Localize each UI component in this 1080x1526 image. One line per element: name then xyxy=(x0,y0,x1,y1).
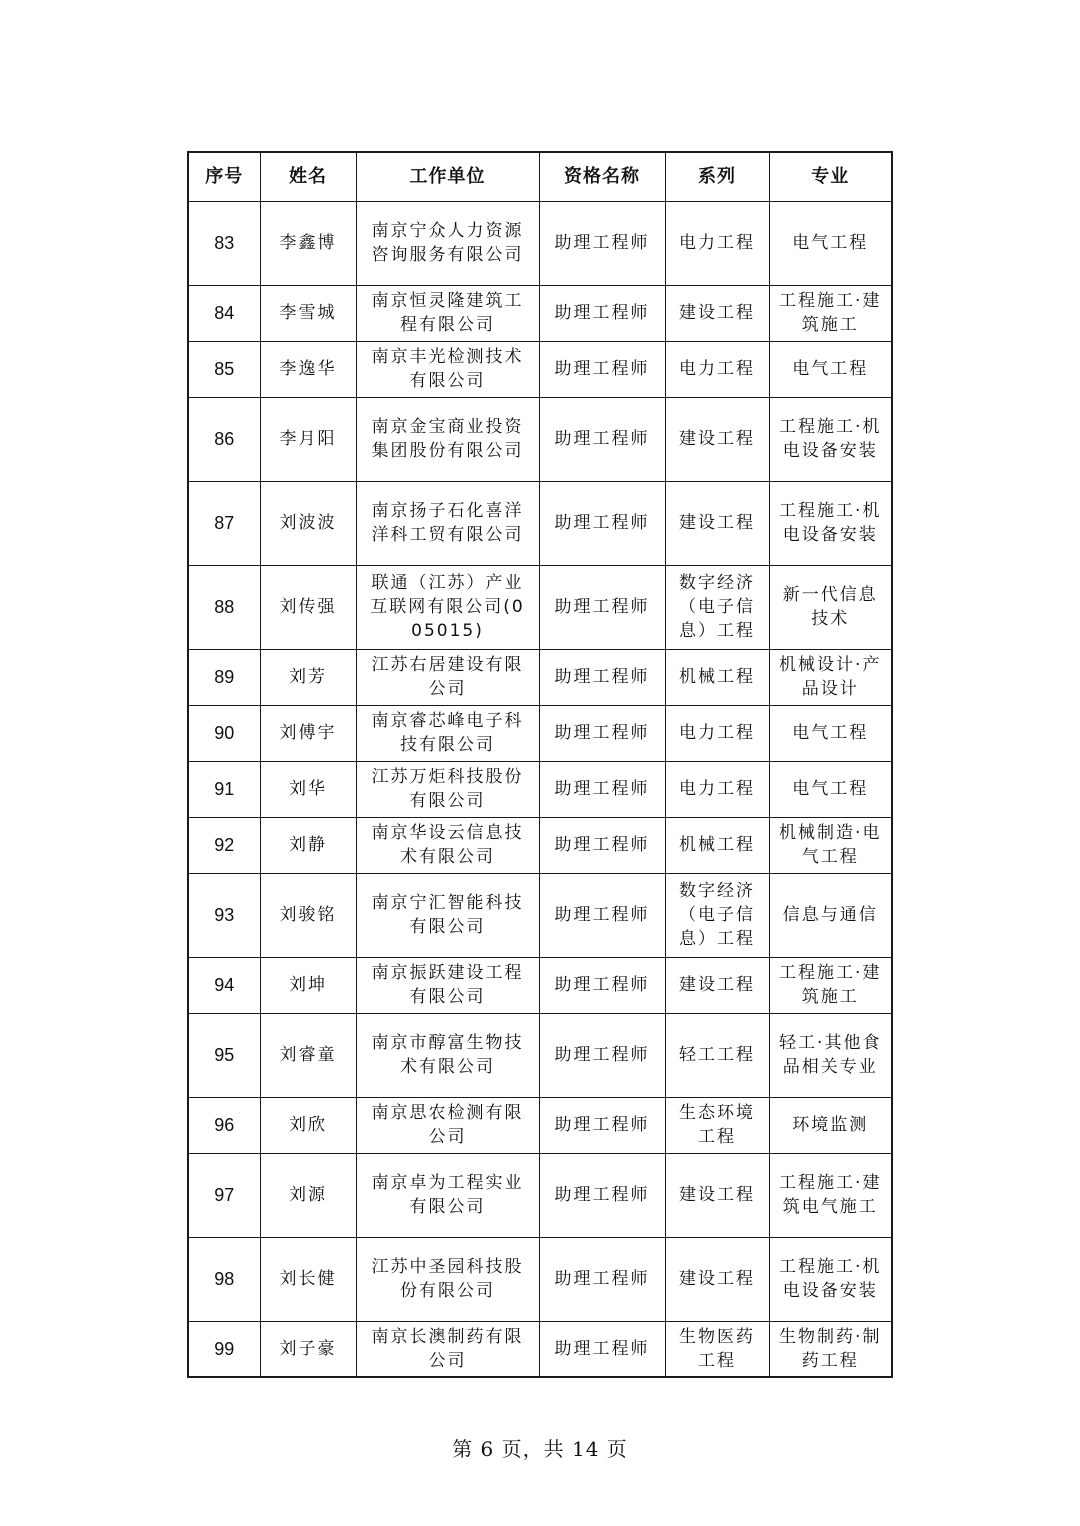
row-name: 刘静 xyxy=(260,817,356,873)
row-series: 数字经济（电子信息）工程 xyxy=(665,565,769,649)
row-unit: 江苏右居建设有限公司 xyxy=(356,649,539,705)
row-name: 李鑫博 xyxy=(260,201,356,285)
table-row xyxy=(188,1321,892,1377)
row-major: 新一代信息技术 xyxy=(769,565,892,649)
header-series: 系列 xyxy=(665,152,769,201)
table-row xyxy=(188,1013,892,1097)
row-unit: 江苏中圣园科技股份有限公司 xyxy=(356,1237,539,1321)
row-index: 98 xyxy=(188,1237,260,1321)
row-qualification: 助理工程师 xyxy=(539,565,665,649)
row-major: 环境监测 xyxy=(769,1097,892,1153)
row-name: 刘长健 xyxy=(260,1237,356,1321)
row-series: 建设工程 xyxy=(665,397,769,481)
header-qualification: 资格名称 xyxy=(539,152,665,201)
row-unit: 南京华设云信息技术有限公司 xyxy=(356,817,539,873)
table-row xyxy=(188,341,892,397)
row-name: 刘波波 xyxy=(260,481,356,565)
row-qualification: 助理工程师 xyxy=(539,873,665,957)
table-row xyxy=(188,649,892,705)
row-unit: 南京金宝商业投资集团股份有限公司 xyxy=(356,397,539,481)
row-name: 李逸华 xyxy=(260,341,356,397)
row-series: 建设工程 xyxy=(665,1237,769,1321)
row-index: 91 xyxy=(188,761,260,817)
row-series: 机械工程 xyxy=(665,817,769,873)
row-name: 李月阳 xyxy=(260,397,356,481)
row-series: 轻工工程 xyxy=(665,1013,769,1097)
row-unit: 南京宁汇智能科技有限公司 xyxy=(356,873,539,957)
row-unit: 南京卓为工程实业有限公司 xyxy=(356,1153,539,1237)
table-row xyxy=(188,1237,892,1321)
row-qualification: 助理工程师 xyxy=(539,817,665,873)
header-index: 序号 xyxy=(188,152,260,201)
row-name: 刘骏铭 xyxy=(260,873,356,957)
row-series: 建设工程 xyxy=(665,957,769,1013)
row-index: 86 xyxy=(188,397,260,481)
row-unit: 南京宁众人力资源咨询服务有限公司 xyxy=(356,201,539,285)
row-name: 刘睿童 xyxy=(260,1013,356,1097)
row-index: 97 xyxy=(188,1153,260,1237)
row-series: 数字经济（电子信息）工程 xyxy=(665,873,769,957)
row-index: 93 xyxy=(188,873,260,957)
table-row xyxy=(188,565,892,649)
row-major: 电气工程 xyxy=(769,705,892,761)
row-unit: 南京恒灵隆建筑工程有限公司 xyxy=(356,285,539,341)
row-major: 工程施工·建筑施工 xyxy=(769,285,892,341)
table-row xyxy=(188,481,892,565)
row-name: 刘欣 xyxy=(260,1097,356,1153)
header-major: 专业 xyxy=(769,152,892,201)
row-qualification: 助理工程师 xyxy=(539,1013,665,1097)
table-row xyxy=(188,957,892,1013)
table-row xyxy=(188,873,892,957)
row-unit: 南京振跃建设工程有限公司 xyxy=(356,957,539,1013)
row-unit: 联通（江苏）产业互联网有限公司(005015) xyxy=(356,565,539,649)
row-series: 电力工程 xyxy=(665,341,769,397)
table-row xyxy=(188,285,892,341)
row-qualification: 助理工程师 xyxy=(539,397,665,481)
row-series: 电力工程 xyxy=(665,201,769,285)
row-index: 87 xyxy=(188,481,260,565)
row-qualification: 助理工程师 xyxy=(539,761,665,817)
row-name: 刘源 xyxy=(260,1153,356,1237)
row-qualification: 助理工程师 xyxy=(539,705,665,761)
row-index: 92 xyxy=(188,817,260,873)
row-index: 85 xyxy=(188,341,260,397)
table-row xyxy=(188,817,892,873)
row-index: 88 xyxy=(188,565,260,649)
row-name: 刘传强 xyxy=(260,565,356,649)
row-major: 工程施工·机电设备安装 xyxy=(769,1237,892,1321)
table-body xyxy=(188,201,892,1377)
row-unit: 江苏万炬科技股份有限公司 xyxy=(356,761,539,817)
row-series: 建设工程 xyxy=(665,285,769,341)
row-index: 99 xyxy=(188,1321,260,1377)
row-series: 建设工程 xyxy=(665,1153,769,1237)
row-unit: 南京长澳制药有限公司 xyxy=(356,1321,539,1377)
row-qualification: 助理工程师 xyxy=(539,1321,665,1377)
row-qualification: 助理工程师 xyxy=(539,957,665,1013)
row-major: 信息与通信 xyxy=(769,873,892,957)
row-series: 生物医药工程 xyxy=(665,1321,769,1377)
row-major: 机械设计·产品设计 xyxy=(769,649,892,705)
row-series: 生态环境工程 xyxy=(665,1097,769,1153)
row-qualification: 助理工程师 xyxy=(539,649,665,705)
row-qualification: 助理工程师 xyxy=(539,1153,665,1237)
row-name: 刘傅宇 xyxy=(260,705,356,761)
row-name: 李雪城 xyxy=(260,285,356,341)
row-name: 刘华 xyxy=(260,761,356,817)
table-row xyxy=(188,1097,892,1153)
table-row xyxy=(188,201,892,285)
header-name: 姓名 xyxy=(260,152,356,201)
row-major: 机械制造·电气工程 xyxy=(769,817,892,873)
row-major: 轻工·其他食品相关专业 xyxy=(769,1013,892,1097)
row-index: 84 xyxy=(188,285,260,341)
page-footer: 第 6 页，共 14 页 xyxy=(452,1437,628,1461)
row-index: 90 xyxy=(188,705,260,761)
row-index: 83 xyxy=(188,201,260,285)
table-row xyxy=(188,397,892,481)
row-major: 工程施工·机电设备安装 xyxy=(769,481,892,565)
row-series: 电力工程 xyxy=(665,761,769,817)
row-qualification: 助理工程师 xyxy=(539,341,665,397)
row-index: 96 xyxy=(188,1097,260,1153)
row-qualification: 助理工程师 xyxy=(539,481,665,565)
row-major: 工程施工·机电设备安装 xyxy=(769,397,892,481)
row-name: 刘芳 xyxy=(260,649,356,705)
row-index: 95 xyxy=(188,1013,260,1097)
row-qualification: 助理工程师 xyxy=(539,1237,665,1321)
table-row xyxy=(188,1153,892,1237)
row-series: 机械工程 xyxy=(665,649,769,705)
row-unit: 南京扬子石化喜洋洋科工贸有限公司 xyxy=(356,481,539,565)
row-qualification: 助理工程师 xyxy=(539,1097,665,1153)
row-major: 工程施工·建筑电气施工 xyxy=(769,1153,892,1237)
row-index: 94 xyxy=(188,957,260,1013)
header-unit: 工作单位 xyxy=(356,152,539,201)
table-header-row xyxy=(188,152,892,201)
row-series: 建设工程 xyxy=(665,481,769,565)
table-row xyxy=(188,761,892,817)
row-major: 生物制药·制药工程 xyxy=(769,1321,892,1377)
row-unit: 南京思农检测有限公司 xyxy=(356,1097,539,1153)
row-major: 电气工程 xyxy=(769,341,892,397)
qualification-table xyxy=(187,151,893,1378)
row-major: 工程施工·建筑施工 xyxy=(769,957,892,1013)
row-major: 电气工程 xyxy=(769,761,892,817)
row-major: 电气工程 xyxy=(769,201,892,285)
row-index: 89 xyxy=(188,649,260,705)
row-qualification: 助理工程师 xyxy=(539,285,665,341)
table-row xyxy=(188,705,892,761)
row-qualification: 助理工程师 xyxy=(539,201,665,285)
row-name: 刘子豪 xyxy=(260,1321,356,1377)
row-unit: 南京睿芯峰电子科技有限公司 xyxy=(356,705,539,761)
row-name: 刘坤 xyxy=(260,957,356,1013)
row-unit: 南京市醇富生物技术有限公司 xyxy=(356,1013,539,1097)
row-unit: 南京丰光检测技术有限公司 xyxy=(356,341,539,397)
row-series: 电力工程 xyxy=(665,705,769,761)
